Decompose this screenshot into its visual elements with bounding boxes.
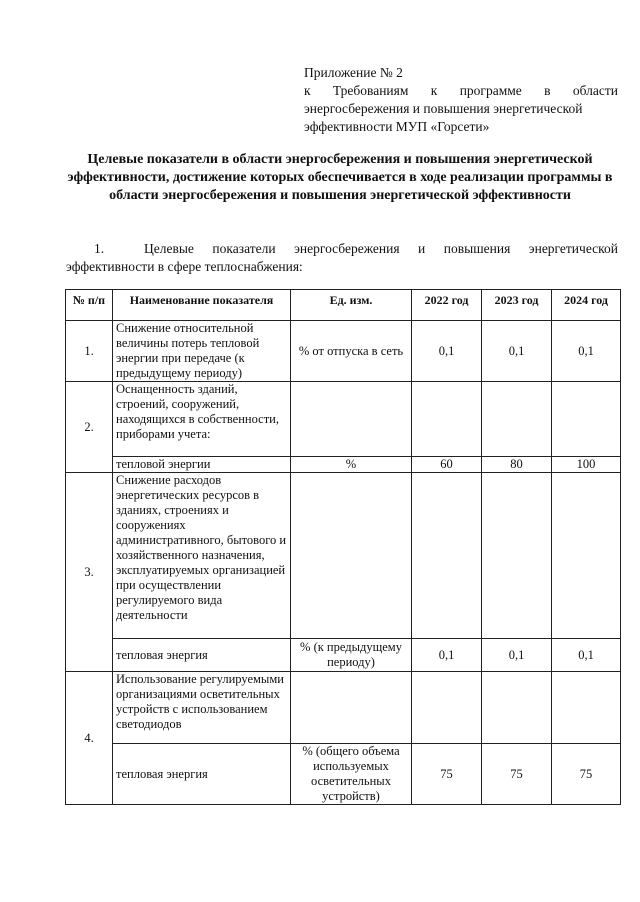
table-row (66, 382, 621, 457)
value-2024: 0,1 (552, 321, 621, 382)
empty-cell (552, 473, 621, 639)
empty-cell (482, 672, 552, 744)
indicator-subname: тепловой энергии (113, 457, 291, 473)
section-text-line: Целевые показатели энергосбережения и повышения энергетической (144, 241, 618, 256)
value-2024: 100 (552, 457, 621, 473)
table-row (66, 321, 621, 382)
empty-cell (552, 672, 621, 744)
value-2023: 75 (482, 744, 552, 805)
empty-cell (291, 473, 412, 639)
header-2023: 2023 год (482, 290, 552, 321)
table-subrow (66, 744, 621, 805)
table-row (66, 473, 621, 639)
appendix-number: Приложение № 2 (304, 65, 403, 80)
value-2022: 0,1 (412, 321, 482, 382)
appendix-line: эффективности МУП «Горсети» (304, 119, 490, 134)
value-2022: 60 (412, 457, 482, 473)
value-2022: 0,1 (412, 639, 482, 672)
indicators-table (65, 289, 621, 805)
empty-cell (291, 382, 412, 457)
empty-cell (412, 382, 482, 457)
appendix-line: энергосбережения и повышения энергетической (304, 101, 583, 116)
indicator-name: Снижение расходов энергетических ресурсов в зданиях, строениях и сооружениях административного, бытового и хозяйственного назначения, эксплуатируемых организацией при осуществлении регулируемого вида деятельности (113, 473, 291, 639)
value-2023: 0,1 (482, 321, 552, 382)
row-number: 1. (66, 321, 113, 382)
header-2022: 2022 год (412, 290, 482, 321)
appendix-line: к Требованиям к программе в области (304, 83, 618, 98)
unit-cell: % (общего объема используемых осветительных устройств) (291, 744, 412, 805)
value-2022: 75 (412, 744, 482, 805)
table-subrow (66, 639, 621, 672)
header-num: № п/п (66, 290, 113, 321)
section-text-line: эффективности в сфере теплоснабжения: (66, 259, 303, 274)
empty-cell (552, 382, 621, 457)
indicator-name: Оснащенность зданий, строений, сооружений, находящихся в собственности, приборами учета: (113, 382, 291, 457)
header-2024: 2024 год (552, 290, 621, 321)
header-name: Наименование показателя (113, 290, 291, 321)
unit-cell: % от отпуска в сеть (291, 321, 412, 382)
empty-cell (482, 382, 552, 457)
section-number: 1. (94, 241, 105, 256)
indicator-subname: тепловая энергия (113, 744, 291, 805)
empty-cell (412, 672, 482, 744)
section-paragraph (66, 240, 618, 276)
header-unit: Ед. изм. (291, 290, 412, 321)
appendix-header (304, 64, 618, 136)
indicator-name: Снижение относительной величины потерь тепловой энергии при передаче (к предыдущему периоду) (113, 321, 291, 382)
empty-cell (482, 473, 552, 639)
value-2023: 80 (482, 457, 552, 473)
indicator-name: Использование регулируемыми организациями осветительных устройств с использованием светодиодов (113, 672, 291, 744)
row-number: 3. (66, 473, 113, 672)
table-header-row (66, 290, 621, 321)
value-2024: 75 (552, 744, 621, 805)
unit-cell: % (к предыдущему периоду) (291, 639, 412, 672)
indicator-subname: тепловая энергия (113, 639, 291, 672)
empty-cell (291, 672, 412, 744)
unit-cell: % (291, 457, 412, 473)
table-row (66, 672, 621, 744)
table-subrow (66, 457, 621, 473)
document-title: Целевые показатели в области энергосбережения и повышения энергетической эффективности, достижение которых обеспечивается в ходе реализации программы в области энергосбережения и повышения энергетической эффективности (67, 152, 613, 203)
row-number: 4. (66, 672, 113, 805)
value-2024: 0,1 (552, 639, 621, 672)
row-number: 2. (66, 382, 113, 473)
empty-cell (412, 473, 482, 639)
value-2023: 0,1 (482, 639, 552, 672)
